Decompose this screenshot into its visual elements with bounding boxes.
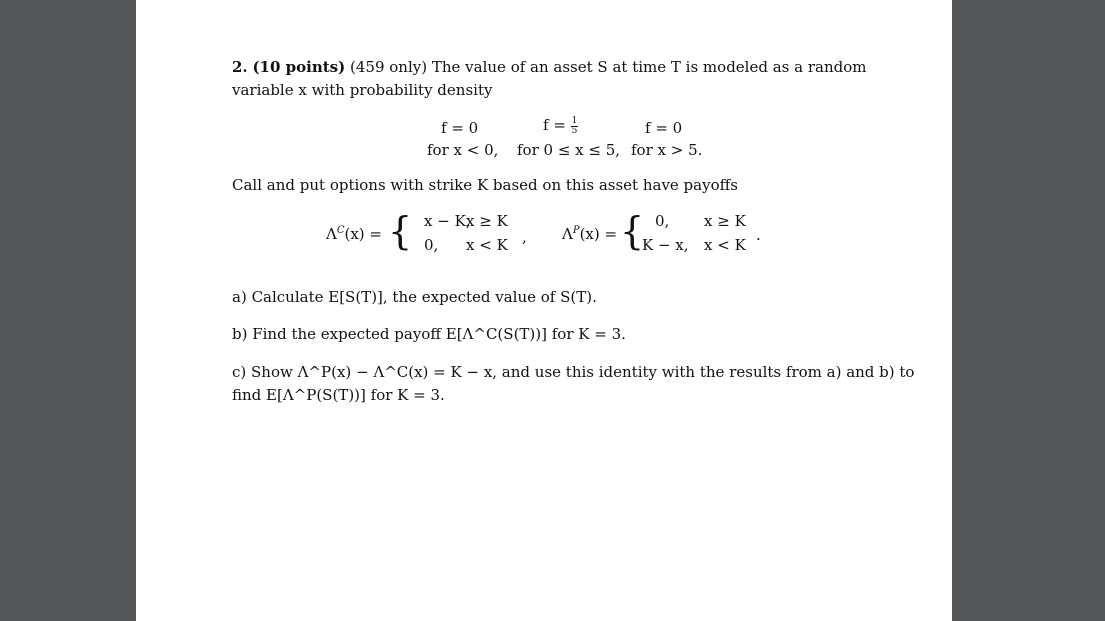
problem-note: (459 only) xyxy=(350,58,428,76)
call-argument: (x) = xyxy=(344,225,382,243)
part-c-line1: c) Show Λ^P(x) − Λ^C(x) = K − x, and use this identity with the results from a) and b) to xyxy=(232,363,915,381)
options-intro: Call and put options with strike K based on this asset have payoffs xyxy=(232,176,738,194)
put-row1-value: 0, xyxy=(655,212,670,230)
put-argument: (x) = xyxy=(579,225,618,243)
call-left-brace: { xyxy=(388,209,413,253)
density-col3-top: f = 0 xyxy=(645,119,683,137)
density-col2-fraction xyxy=(571,117,579,136)
call-row1-value: x − K, xyxy=(424,212,471,230)
fraction-numerator: 1 xyxy=(571,115,578,126)
problem-header xyxy=(232,58,866,76)
part-a: a) Calculate E[S(T)], the expected value of S(T). xyxy=(232,288,597,306)
document-page xyxy=(136,0,952,621)
density-col1-bottom: for x < 0, xyxy=(427,141,499,159)
problem-intro-line1: The value of an asset S at time T is modeled as a random xyxy=(431,58,867,76)
call-payoff-lhs xyxy=(326,225,382,246)
put-row2-value: K − x, xyxy=(642,236,689,254)
density-col3-bottom: for x > 5. xyxy=(631,141,703,159)
problem-number: 2. xyxy=(232,58,248,76)
fraction-denominator: 5 xyxy=(571,125,578,136)
call-lambda: Λ xyxy=(326,225,337,243)
problem-points: (10 points) xyxy=(252,58,346,76)
density-col2-prefix: f = xyxy=(543,116,571,134)
put-trailing-period: . xyxy=(756,226,761,244)
put-row1-condition: x ≥ K xyxy=(704,212,746,230)
density-col1-top: f = 0 xyxy=(441,119,479,137)
call-superscript: C xyxy=(336,225,345,236)
part-b: b) Find the expected payoff E[Λ^C(S(T))] for K = 3. xyxy=(232,325,626,343)
put-superscript: P xyxy=(572,225,580,236)
put-left-brace: { xyxy=(620,209,645,253)
problem-intro-line2: variable x with probability density xyxy=(232,81,493,99)
put-row2-condition: x < K xyxy=(704,236,746,254)
call-row1-condition: x ≥ K xyxy=(466,212,508,230)
put-payoff-lhs xyxy=(562,225,617,246)
call-row2-condition: x < K xyxy=(466,236,508,254)
call-trailing-comma: , xyxy=(522,228,527,246)
density-col2-bottom: for 0 ≤ x ≤ 5, xyxy=(517,141,621,159)
put-lambda: Λ xyxy=(562,225,573,243)
density-col2-top xyxy=(543,116,578,136)
call-row2-value: 0, xyxy=(424,236,439,254)
part-c-line2: find E[Λ^P(S(T))] for K = 3. xyxy=(232,386,445,404)
